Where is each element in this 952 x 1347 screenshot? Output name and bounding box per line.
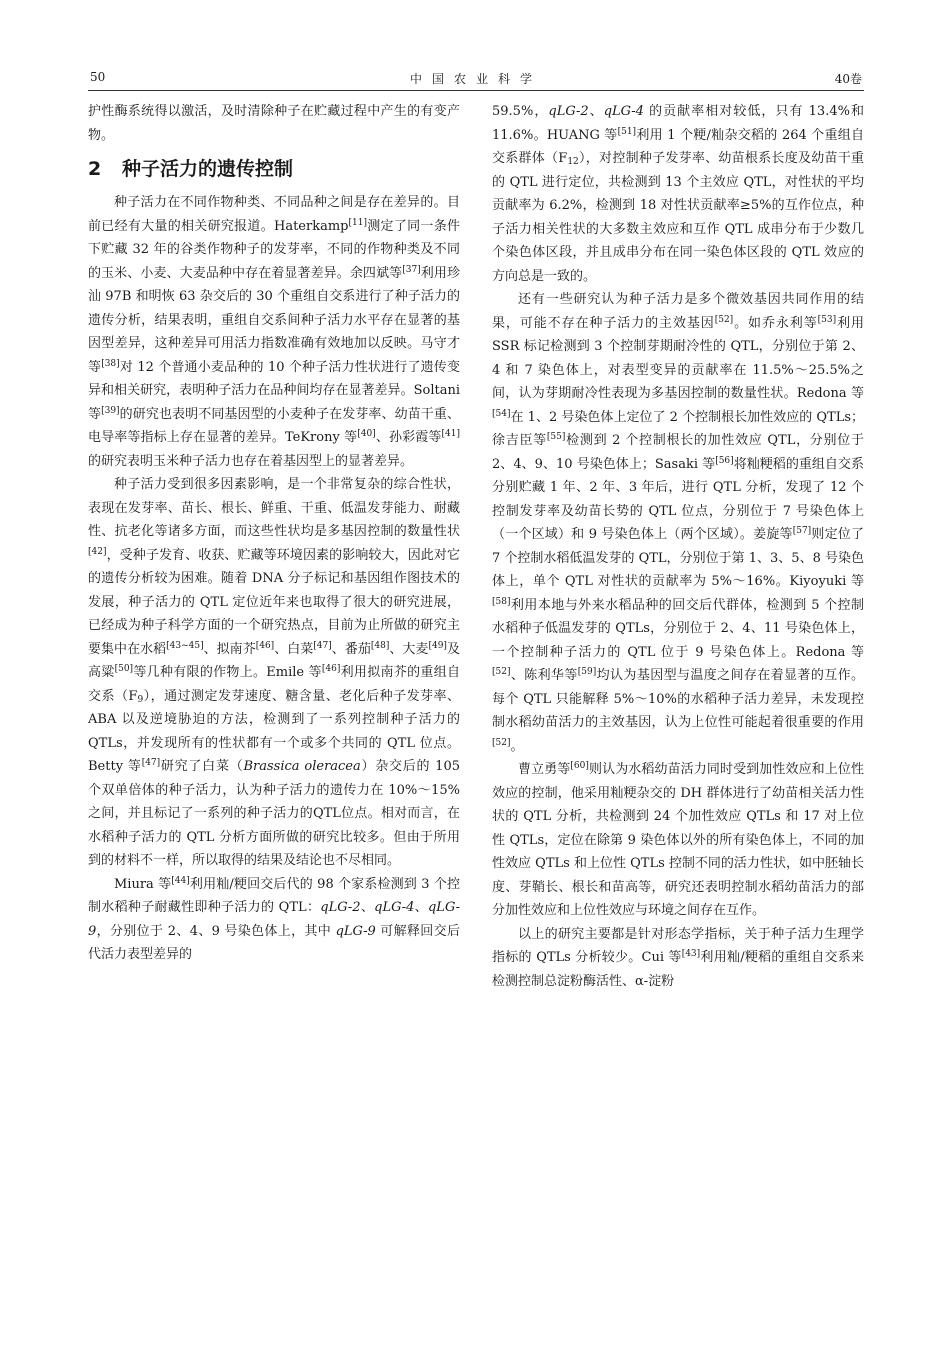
citation-ref: [49] [428, 640, 447, 651]
running-header [88, 66, 864, 90]
text-run: 、白菜 [274, 641, 314, 657]
citation-ref: [46] [321, 664, 341, 674]
text-run: 检测到 2 个控制根长的加性效应 QTL，分别位于 2、4、9、10 号染色体上；Sasaki 等 [492, 433, 864, 472]
citation-ref: [42] [88, 546, 107, 557]
gene-name: qLG-4 [374, 900, 415, 915]
gene-name: qLG-9 [335, 923, 376, 939]
text-run: 的研究表明玉米种子活力也存在着基因型上的显著差异。 [88, 453, 414, 469]
text-run: 的贡献率相对较低，只有 13.4%和 11.6%。HUANG 等 [492, 104, 864, 143]
section-number: 2 [88, 158, 102, 180]
text-run: 将籼粳稻的重组自交系分别贮藏 1 年、2 年、3 年后，进行 QTL 分析，发现了 12 个控制发芽率及幼苗长势的 QTL 位点，分别位于 7 号染色体上（一个区域）和 9 号染色体上（两个区域）。姜旋等 [492, 456, 864, 542]
species-name: Brassica oleracea [243, 759, 361, 774]
citation-ref: [11] [348, 217, 367, 228]
text-run: Miura 等 [114, 876, 172, 892]
text-run: 则认为水稻幼苗活力同时受到加性效应和上位性效应的控制，他采用籼粳杂交的 DH 群体进行了幼苗相关活力性状的 QTL 分析，共检测到 24 个加性效应 QTLs 和 17 对上位性 QTLs，定位在除第 9 染色体以外的所有染色体上，不同的加性效应 QTLs 和上位性 QTLs 控制不同的活力性状，如中胚轴长度、芽鞘长、根长和苗高等，研究还表明控制水稻幼苗活力的部分加性效应和上位性效应与环境之间存在互作。 [492, 762, 864, 918]
text-run: 种子活力受到很多因素影响，是一个非常复杂的综合性状，表现在发芽率、苗长、根长、鲜重、干重、低温发芽能力、耐藏性、抗老化等诸多方面，而这些性状均是多基因控制的数量性状 [88, 477, 460, 539]
text-run: 、拟南芥 [203, 641, 256, 657]
text-run: 曹立勇等 [518, 762, 571, 777]
left-column [88, 100, 460, 967]
citation-ref: [54] [492, 408, 511, 419]
citation-ref: [37] [402, 264, 421, 275]
text-run: 测定了同一条件下贮藏 32 年的谷类作物种子的发芽率，不同的作物种类及不同的玉米、小麦、大麦品种中存在着显著差异。余四斌等 [88, 218, 460, 281]
paragraph [492, 288, 864, 758]
paragraph [492, 923, 864, 994]
paragraph [88, 873, 460, 967]
text-run: 利用籼/粳回交后代的 98 个家系检测到 3 个控制水稻种子耐藏性即种子活力的 QTL： [88, 876, 460, 915]
text-run: 均认为基因型与温度之间存在着显著的互作。每个 QTL 只能解释 5%～10%的水稻种子活力差异，未发现控制水稻幼苗活力的主效基因，认为上位性可能起着很重要的作用 [492, 668, 864, 730]
text-run: 的研究也表明不同基因型的小麦种子在发芽率、幼苗干重、电导率等指标上存在显著的差异。TeKrony 等 [88, 406, 460, 445]
journal-name: 中国农业科学 [409, 72, 542, 86]
text-run: 、番茄 [331, 641, 371, 657]
subscript: 12 [567, 157, 579, 167]
citation-ref: [44] [171, 875, 190, 886]
text-run: 以上的研究主要都是针对形态学指标，关于种子活力生理学指标的 QTLs 分析较少。Cui 等 [492, 926, 864, 965]
text-run: 、大麦 [389, 641, 429, 657]
paragraph [492, 758, 864, 923]
text-run: 在 1、2 号染色体上定位了 2 个控制根长加性效应的 QTLs；徐吉臣等 [492, 409, 864, 448]
paragraph [88, 191, 460, 473]
text-run: 利用珍汕 97B 和明恢 63 杂交后的 30 个重组自交系进行了种子活力的遗传分析，结果表明，重组自交系间种子活力水平存在显著的基因型差异，这种差异可用活力指数准确有效地加以反映。马守才等 [88, 265, 460, 375]
citation-ref: [41] [441, 429, 460, 439]
text-run: 等几种有限的作物上。Emile 等 [133, 665, 322, 680]
text-run: 利用籼/粳稻的重组自交系来检测控制总淀粉酶活性、α-淀粉 [492, 950, 864, 989]
paragraph [88, 473, 460, 873]
text-run: 、陈利华等 [510, 668, 578, 683]
text-run: 、 [588, 104, 604, 119]
citation-ref: [40] [357, 429, 376, 439]
page-number: 50 [90, 70, 106, 84]
text-run: 则定位了 7 个控制水稻低温发芽的 QTL，分别位于第 1、3、5、8 号染色体上，单个 QTL 对性状的贡献率为 5%～16%。Kiyoyuki 等 [492, 527, 864, 589]
text-run: 利用 1 个粳/籼杂交稻的 264 个重组自交系群体（F [492, 127, 864, 166]
section-heading [88, 156, 460, 182]
text-run: ），对控制种子发芽率、幼苗根系长度及幼苗干重的 QTL 进行定位，共检测到 13 个主效应 QTL，对性状的平均贡献率为 6.2%，检测到 18 对性状贡献率≥5%的互作位点，种子活力相关性状的大多数主效应和互作 QTL 成串分布于少数几个染色体区段，并且成串分布在同一染色体区段的 QTL 效应的方向总是一致的。 [492, 151, 864, 284]
volume-number: 40卷 [834, 72, 862, 86]
citation-ref: [58] [492, 596, 511, 607]
right-column [492, 100, 864, 993]
text-run: 利用本地与外来水稻品种的回交后代群体，检测到 5 个控制水稻种子低温发芽的 QTLs，分别位于 2、4、11 号染色体上，一个控制种子活力的 QTL 位于 9 号染色体上。Redona 等 [492, 597, 864, 660]
citation-ref: [59] [577, 667, 597, 677]
text-run: 、 [360, 900, 375, 915]
header-divider [88, 90, 864, 91]
subscript: 9 [137, 694, 144, 705]
text-run: 利用拟南芥的重组自交系（F [88, 665, 460, 704]
text-run: ）杂交后的 105 个双单倍体的种子活力，认为种子活力的遗传力在 10%～15%之间，并且标记了一系列的种子活力的QTL位点。相对而言，在水稻种子活力的 QTL 分析方面所做的研究比较多。但由于所用到的材料不一样，所以取得的结果及结论也不尽相同。 [88, 759, 460, 868]
text-run: 种子活力在不同作物种类、不同品种之间是存在差异的。目前已经有大量的相关研究报道。Haterkamp [88, 195, 460, 234]
citation-ref: [52] [714, 314, 734, 325]
text-run: 研究了白菜（ [160, 759, 244, 774]
text-run: 还有一些研究认为种子活力是多个微效基因共同作用的结果，可能不存在种子活力的主效基因 [492, 292, 864, 331]
citation-ref: [57] [792, 526, 812, 536]
section-title: 种子活力的遗传控制 [122, 158, 294, 180]
citation-ref: [50] [114, 664, 134, 674]
text-run: 。 [510, 738, 524, 754]
citation-ref: [47] [141, 758, 161, 768]
citation-ref: [52] [492, 737, 511, 748]
citation-ref: [43~45] [166, 640, 204, 651]
citation-ref: [48] [370, 640, 390, 651]
citation-ref: [53] [817, 314, 837, 325]
text-run: ，受种子发育、收获、贮藏等环境因素的影响较大，因此对它的遗传分析较为困难。随着 DNA 分子标记和基因组作图技术的发展，种子活力的 QTL 定位近年来也取得了很大的研究进展，已经成为种子科学方面的一个研究热点，目前为止所做的研究主要集中在水稻 [88, 547, 460, 657]
citation-ref: [52] [492, 667, 511, 677]
text-run: 可解释回交后代活力表型差异的 [88, 923, 460, 962]
text-run: 、孙彩霞等 [375, 430, 442, 445]
gene-name: qLG-9 [88, 900, 460, 939]
citation-ref: [46] [255, 640, 275, 651]
text-run: ，分别位于 2、4、9 号染色体上，其中 [96, 923, 336, 939]
gene-name: qLG-2 [548, 104, 589, 119]
text-run: 对 12 个普通小麦品种的 10 个种子活力性状进行了遗传变异和相关研究，表明种子活力在品种间均存在显著差异。Soltani 等 [88, 359, 460, 422]
gene-name: qLG-2 [320, 900, 361, 915]
citation-ref: [43] [681, 949, 701, 959]
text-run: 及高粱 [88, 641, 460, 680]
citation-ref: [55] [546, 432, 566, 442]
text-run: 利用 SSR 标记检测到 3 个控制芽期耐冷性的 QTL，分别位于第 2、4 和 7 染色体上，对表型变异的贡献率在 11.5%～25.5%之间，认为芽期耐冷性表现为多基因控制的数量性状。Redona 等 [492, 315, 864, 401]
text-run: 、 [414, 900, 428, 915]
paragraph: 护性酶系统得以激活，及时清除种子在贮藏过程中产生的有变产物。 [88, 104, 460, 143]
citation-ref: [39] [101, 405, 120, 416]
citation-ref: [51] [617, 126, 637, 137]
citation-ref: [56] [715, 455, 734, 466]
citation-ref: [47] [313, 640, 332, 651]
citation-ref: [38] [101, 358, 120, 369]
text-run: 59.5%， [492, 104, 549, 119]
text-run: ），通过测定发芽速度、糖含量、老化后种子发芽率、ABA 以及逆境胁迫的方法，检测到了一系列控制种子活力的 QTLs，并发现所有的性状都有一个或多个共同的 QTL 位点。Betty 等 [88, 688, 460, 774]
gene-name: qLG-4 [603, 104, 644, 119]
paragraph [492, 100, 864, 288]
citation-ref: [60] [570, 761, 589, 771]
text-run: 。如乔永利等 [733, 315, 818, 331]
